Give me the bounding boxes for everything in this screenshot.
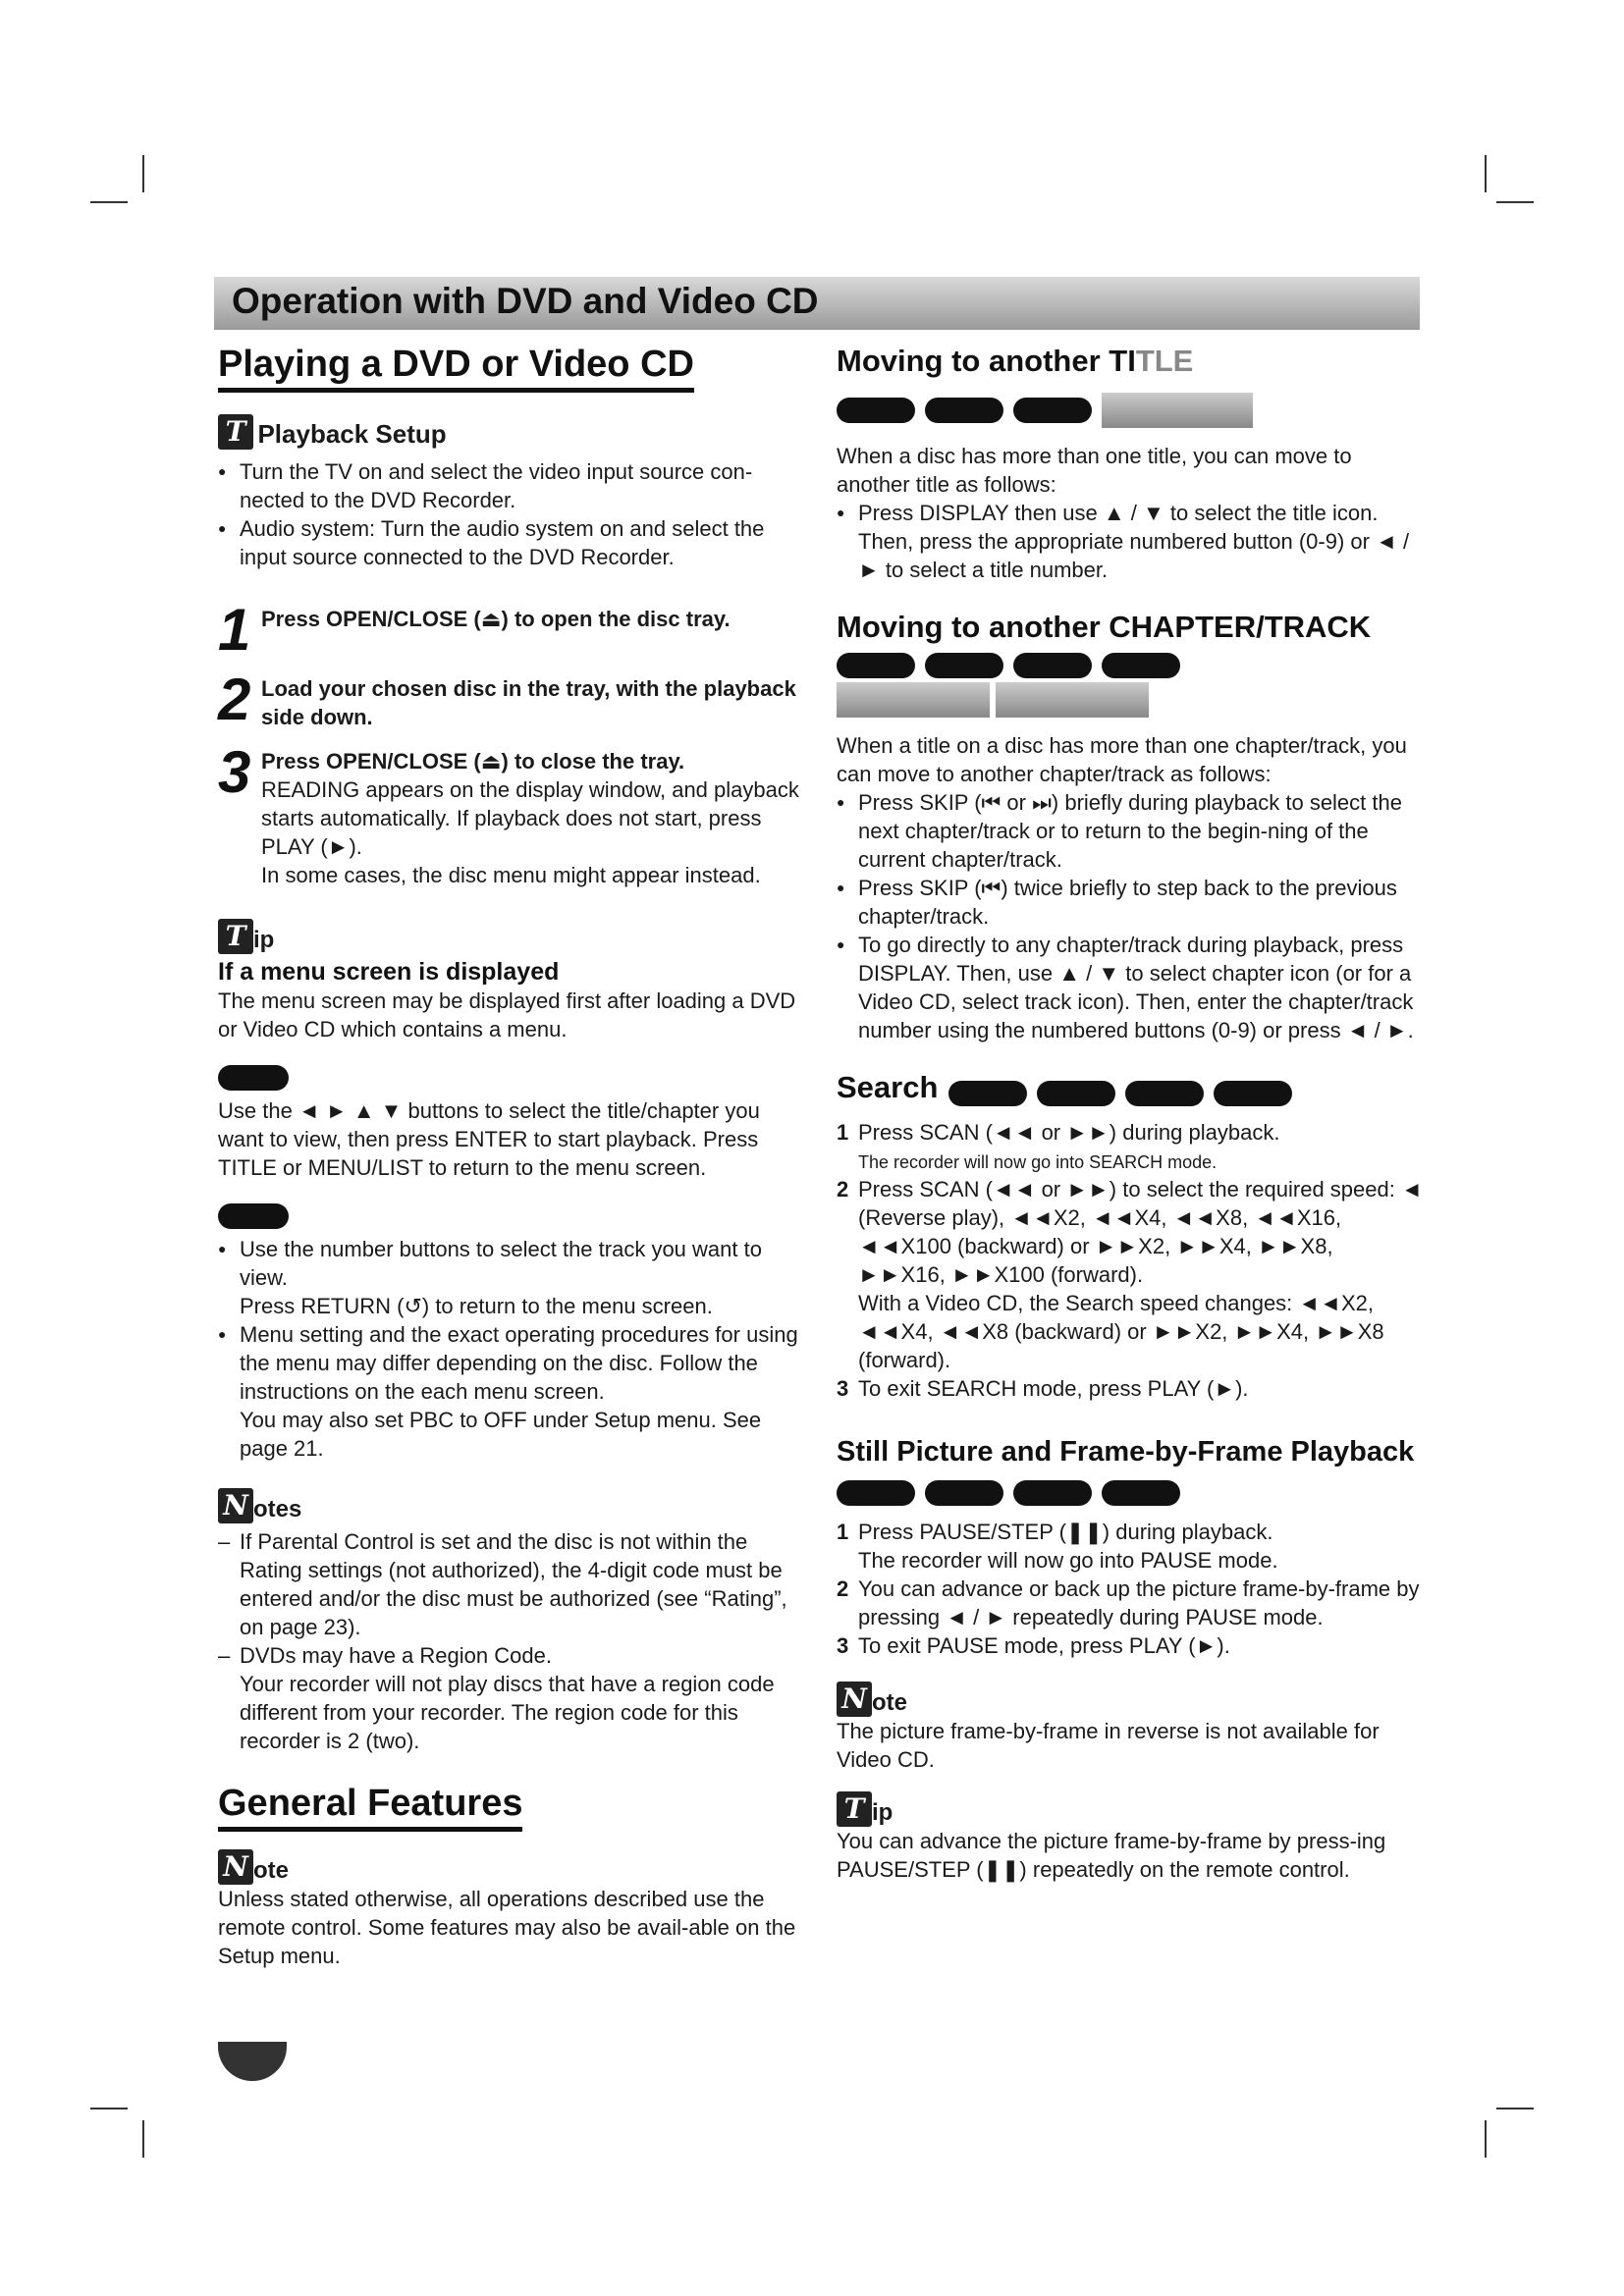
- dvd-disc-icon: [837, 398, 915, 423]
- tip-icon: T: [218, 414, 253, 450]
- crop-mark: [90, 2108, 128, 2109]
- dvd-disc-icon: [925, 653, 1003, 678]
- crop-mark: [1496, 201, 1534, 203]
- disc-icons: [837, 1480, 1426, 1506]
- search-section: [837, 1070, 1426, 1403]
- note-label: ote: [872, 1688, 907, 1716]
- dvd-menu-block: [218, 1065, 807, 1182]
- dvd-disc-icon: [218, 1065, 289, 1091]
- title-section-list: [837, 499, 1426, 584]
- search-heading: Search: [837, 1070, 939, 1104]
- title-section-text: When a disc has more than one title, you can move to another title as follows:: [837, 444, 1352, 497]
- general-features-block: [218, 1783, 807, 1970]
- note-icon: N: [218, 1849, 253, 1885]
- disc-icon-placeholder: [1102, 393, 1253, 428]
- tip-heading: If a menu screen is displayed: [218, 958, 560, 986]
- step-number: 3: [218, 739, 251, 805]
- list-item: 2 Press SCAN (◄◄ or ►►) to select the required speed: ◄ (Reverse play), ◄◄X2, ◄◄X4, ◄◄X8, ◄◄X16, ◄◄X100 (backward) or ►►X2, ►►X4, ►►X8, ►►X16, ►►X100 (forward). With a Video CD, the Search speed changes: ◄◄X2, ◄◄X4, ◄◄X8 (backward) or ►►X2, ►►X4, ►►X8 (forward).: [837, 1176, 1423, 1372]
- list-item: ● Audio system: Turn the audio system on and select the input source connected to the DVD Recorder.: [218, 514, 807, 571]
- search-heading-row: [837, 1070, 1426, 1106]
- tip-label: ip: [872, 1798, 893, 1826]
- dvd-disc-icon: [1013, 398, 1092, 423]
- note-label: ote: [253, 1857, 289, 1884]
- left-column: [218, 344, 807, 1970]
- dvd-disc-icon: [1013, 653, 1092, 678]
- crop-mark: [142, 155, 144, 192]
- general-note-text: Unless stated otherwise, all operations described use the remote control. Some features may also be avail-able on the Setup menu.: [218, 1887, 796, 1968]
- playing-title: Playing a DVD or Video CD: [218, 344, 694, 393]
- list-item: 1 Press PAUSE/STEP (❚❚) during playback. The recorder will now go into PAUSE mode.: [837, 1519, 1278, 1573]
- step-instruction: Press OPEN/CLOSE (⏏) to open the disc tray.: [261, 607, 731, 631]
- playback-setup-block: [218, 414, 807, 571]
- disc-icons-row2: [837, 682, 1426, 718]
- tip-label: ip: [253, 927, 275, 953]
- page-number-tab: [218, 2042, 287, 2081]
- right-note-text: The picture frame-by-frame in reverse is not available for Video CD.: [837, 1718, 1380, 1772]
- tip-text: The menu screen may be displayed first after loading a DVD or Video CD which contains a menu.: [218, 988, 796, 1041]
- step-instruction: Load your chosen disc in the tray, with the playback side down.: [261, 676, 796, 729]
- dvd-disc-icon: [837, 653, 915, 678]
- dvd-disc-icon: [925, 398, 1003, 423]
- list-item: ● Menu setting and the exact operating procedures for using the menu may differ depending on the disc. Follow the instructions on the each menu screen. You may also set PBC to OFF under Setup menu. See page 21.: [218, 1320, 807, 1463]
- right-column: [837, 344, 1426, 1884]
- list-item: ● To go directly to any chapter/track during playback, press DISPLAY. Then, use ▲ / ▼ to select chapter icon (or for a Video CD, select track icon). Then, enter the chapter/track number using the numbered buttons (0-9) or press ◄ / ►.: [837, 931, 1426, 1044]
- step-1: [218, 597, 807, 663]
- disc-icon-placeholder: [837, 682, 990, 718]
- step-number: 1: [218, 597, 251, 663]
- list-item: 1 Press SCAN (◄◄ or ►►) during playback. The recorder will now go into SEARCH mode.: [837, 1119, 1280, 1172]
- chapter-section-list: [837, 788, 1426, 1044]
- notes-list: [218, 1527, 807, 1755]
- right-tip-block: [837, 1791, 1426, 1884]
- list-item: – DVDs may have a Region Code. Your recorder will not play discs that have a region code different from your recorder. The region code for this recorder is 2 (two).: [218, 1641, 807, 1755]
- title-section: [837, 344, 1426, 584]
- dvd-disc-icon: [925, 1480, 1003, 1506]
- list-item: 3 To exit PAUSE mode, press PLAY (►).: [837, 1632, 1230, 1658]
- step-3: [218, 739, 807, 889]
- title-section-heading: Moving to another TITLE: [837, 344, 1194, 378]
- vcd-menu-list: [218, 1235, 807, 1463]
- list-item: ● Press DISPLAY then use ▲ / ▼ to select the title icon. Then, press the appropriate numbered button (0-9) or ◄ / ► to select a title number.: [837, 499, 1426, 584]
- disc-icons: [837, 653, 1426, 678]
- note-icon: N: [218, 1488, 253, 1523]
- search-steps: [837, 1118, 1426, 1403]
- notes-block: [218, 1488, 807, 1755]
- dvd-disc-icon: [1013, 1480, 1092, 1506]
- chapter-section: [837, 610, 1426, 1044]
- step-text: READING appears on the display window, and playback starts automatically. If playback does not start, press PLAY (►).: [261, 777, 799, 859]
- step-2: [218, 667, 807, 732]
- tip-icon: T: [837, 1791, 872, 1827]
- crop-mark: [1485, 155, 1487, 192]
- playback-setup-list: [218, 457, 807, 571]
- right-tip-text: You can advance the picture frame-by-frame by press-ing PAUSE/STEP (❚❚) repeatedly on the remote control.: [837, 1828, 1386, 1882]
- note-icon: N: [837, 1682, 872, 1717]
- still-section: [837, 1436, 1426, 1660]
- still-steps: [837, 1518, 1426, 1660]
- chapter-section-heading: Moving to another CHAPTER/TRACK: [837, 610, 1372, 644]
- dvd-disc-icon: [837, 1480, 915, 1506]
- disc-icons: [837, 393, 1426, 428]
- playback-setup-title: Playback Setup: [257, 419, 447, 449]
- dvd-disc-icon: [1102, 1480, 1180, 1506]
- crop-mark: [1496, 2108, 1534, 2109]
- section-header-bar: [214, 277, 1420, 330]
- dvd-menu-text: Use the ◄ ► ▲ ▼ buttons to select the title/chapter you want to view, then press ENTER to start playback. Press TITLE or MENU/LIST to return to the menu screen.: [218, 1098, 760, 1180]
- tip-icon: T: [218, 919, 253, 954]
- list-item: ● Press SKIP (⏮) twice briefly to step back to the previous chapter/track.: [837, 874, 1426, 931]
- disc-icon-placeholder: [996, 682, 1149, 718]
- list-item: 2 You can advance or back up the picture frame-by-frame by pressing ◄ / ► repeatedly during PAUSE mode.: [837, 1575, 1420, 1629]
- dvd-disc-icon: [1214, 1081, 1292, 1106]
- step-number: 2: [218, 667, 251, 732]
- dvd-disc-icon: [1102, 653, 1180, 678]
- list-item: 3 To exit SEARCH mode, press PLAY (►).: [837, 1375, 1249, 1401]
- list-item: ● Turn the TV on and select the video input source con-nected to the DVD Recorder.: [218, 457, 807, 514]
- list-item: ● Press SKIP (⏮ or ⏭) briefly during playback to select the next chapter/track or to return to the begin-ning of the current chapter/track.: [837, 788, 1426, 874]
- vcd-menu-block: [218, 1203, 807, 1463]
- tip-block: [218, 919, 807, 1043]
- crop-mark: [1485, 2120, 1487, 2158]
- dvd-disc-icon: [1125, 1081, 1204, 1106]
- vcd-disc-icon: [218, 1203, 289, 1229]
- chapter-section-text: When a title on a disc has more than one chapter/track, you can move to another chapter/track as follows:: [837, 733, 1407, 786]
- list-item: ● Use the number buttons to select the track you want to view. Press RETURN (↺) to return to the menu screen.: [218, 1235, 807, 1320]
- notes-label: otes: [253, 1496, 302, 1522]
- list-item: – If Parental Control is set and the disc is not within the Rating settings (not authorized), the 4-digit code must be entered and/or the disc must be authorized (see “Rating”, on page 23).: [218, 1527, 807, 1641]
- still-section-heading: Still Picture and Frame-by-Frame Playback: [837, 1435, 1415, 1468]
- step-text: In some cases, the disc menu might appear instead.: [261, 863, 761, 887]
- section-header-title: Operation with DVD and Video CD: [232, 281, 819, 321]
- crop-mark: [90, 201, 128, 203]
- right-note-block: [837, 1682, 1426, 1774]
- step-instruction: Press OPEN/CLOSE (⏏) to close the tray.: [261, 749, 685, 774]
- dvd-disc-icon: [1037, 1081, 1115, 1106]
- dvd-disc-icon: [948, 1081, 1027, 1106]
- crop-mark: [142, 2120, 144, 2158]
- general-features-title: General Features: [218, 1783, 522, 1832]
